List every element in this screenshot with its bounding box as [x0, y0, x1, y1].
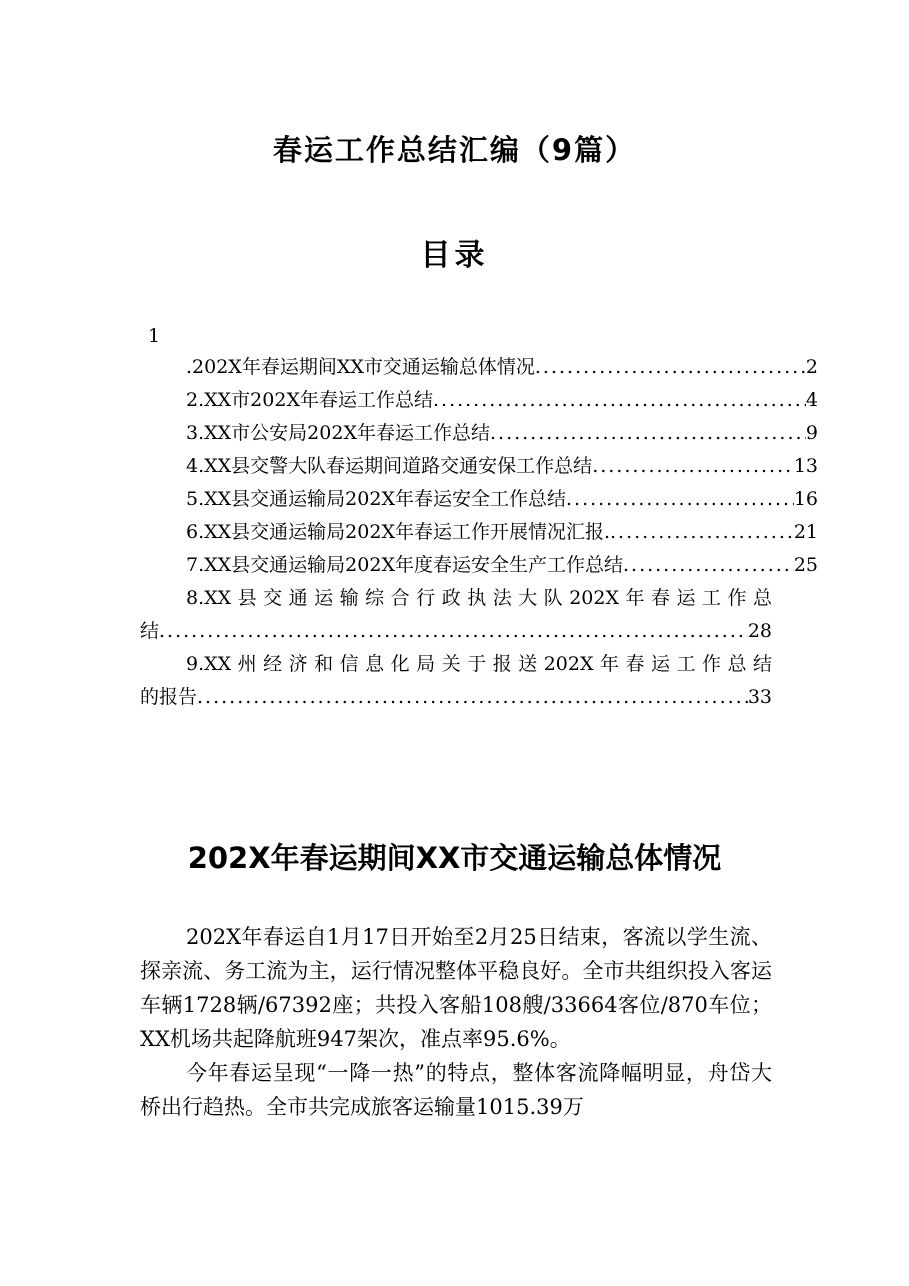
- toc-entry-page: 21: [793, 521, 818, 543]
- toc-entry-page: 16: [793, 488, 818, 510]
- section-body: [140, 920, 772, 1124]
- toc-entry-page: 2: [805, 356, 818, 378]
- toc-leader-dots: [490, 417, 806, 450]
- toc-entry[interactable]: [140, 516, 818, 549]
- toc-entry-title: 7.XX县交通运输局202X年度春运安全生产工作总结: [186, 554, 623, 576]
- toc-entry[interactable]: [140, 549, 818, 582]
- toc-entry-first-line[interactable]: 8.XX县交通运输综合行政执法大队202X年春运工作总: [186, 587, 772, 609]
- toc-entry[interactable]: [140, 384, 818, 417]
- toc-entry[interactable]: [140, 615, 772, 648]
- toc-entry[interactable]: [140, 351, 818, 384]
- paragraph: 今年春运呈现“一降一热”的特点，整体客流降幅明显，舟岱大桥出行趋热。全市共完成旅客运输量1015.39万: [140, 1061, 772, 1119]
- toc-leader-dots: [197, 681, 748, 714]
- toc-leader-dots: [592, 450, 794, 483]
- toc-entry-page: 33: [747, 686, 772, 708]
- toc-leader-dots: [623, 549, 794, 582]
- toc-entry-title: 2.XX市202X年春运工作总结: [186, 389, 433, 411]
- toc-leader-dots: [535, 351, 806, 384]
- toc-entry-first-line[interactable]: 9.XX州经济和信息化局关于报送202X年春运工作总结: [186, 653, 772, 675]
- toc-leader-dots: [433, 384, 806, 417]
- toc-entry[interactable]: [140, 417, 818, 450]
- toc-leader-dots: [610, 516, 794, 549]
- toc-entry-title: 6.XX县交通运输局202X年春运工作开展情况汇报.: [186, 521, 611, 543]
- toc-entry-page: 13: [793, 455, 818, 477]
- toc-entry[interactable]: [140, 450, 818, 483]
- toc-leader-dots: [566, 483, 794, 516]
- toc-entry-page: 4: [805, 389, 818, 411]
- section-title: 202X年春运期间XX市交通运输总体情况: [187, 841, 722, 875]
- toc-entry-title: 5.XX县交通运输局202X年春运安全工作总结: [186, 488, 566, 510]
- toc-heading: 目录: [420, 238, 489, 273]
- toc-entry-title: 4.XX县交警大队春运期间道路交通安保工作总结: [186, 455, 593, 477]
- toc-leader-dots: [159, 615, 748, 648]
- document-title: 春运工作总结汇编（9篇）: [272, 133, 637, 167]
- toc-entry-page: 28: [747, 620, 772, 642]
- paragraph: 202X年春运自1月17日开始至2月25日结束，客流以学生流、探亲流、务工流为主，运行情况整体平稳良好。全市共组织投入客运车辆1728辆/67392座；共投入客船108艘/33664客位/870车位；XX机场共起降航班947架次，准点率95.6%。: [140, 925, 772, 1051]
- toc-entry-title: 的报告: [140, 686, 198, 708]
- toc-entry-page: 9: [805, 422, 818, 444]
- toc-entry-page: 25: [793, 554, 818, 576]
- toc-entry[interactable]: [140, 681, 772, 714]
- toc-leading-number: 1: [148, 325, 161, 347]
- toc-entry-title: 3.XX市公安局202X年春运工作总结: [186, 422, 490, 444]
- toc-entry-title: .202X年春运期间XX市交通运输总体情况: [186, 356, 535, 378]
- toc-entry-title: 结: [140, 620, 160, 642]
- toc-entry[interactable]: [140, 483, 818, 516]
